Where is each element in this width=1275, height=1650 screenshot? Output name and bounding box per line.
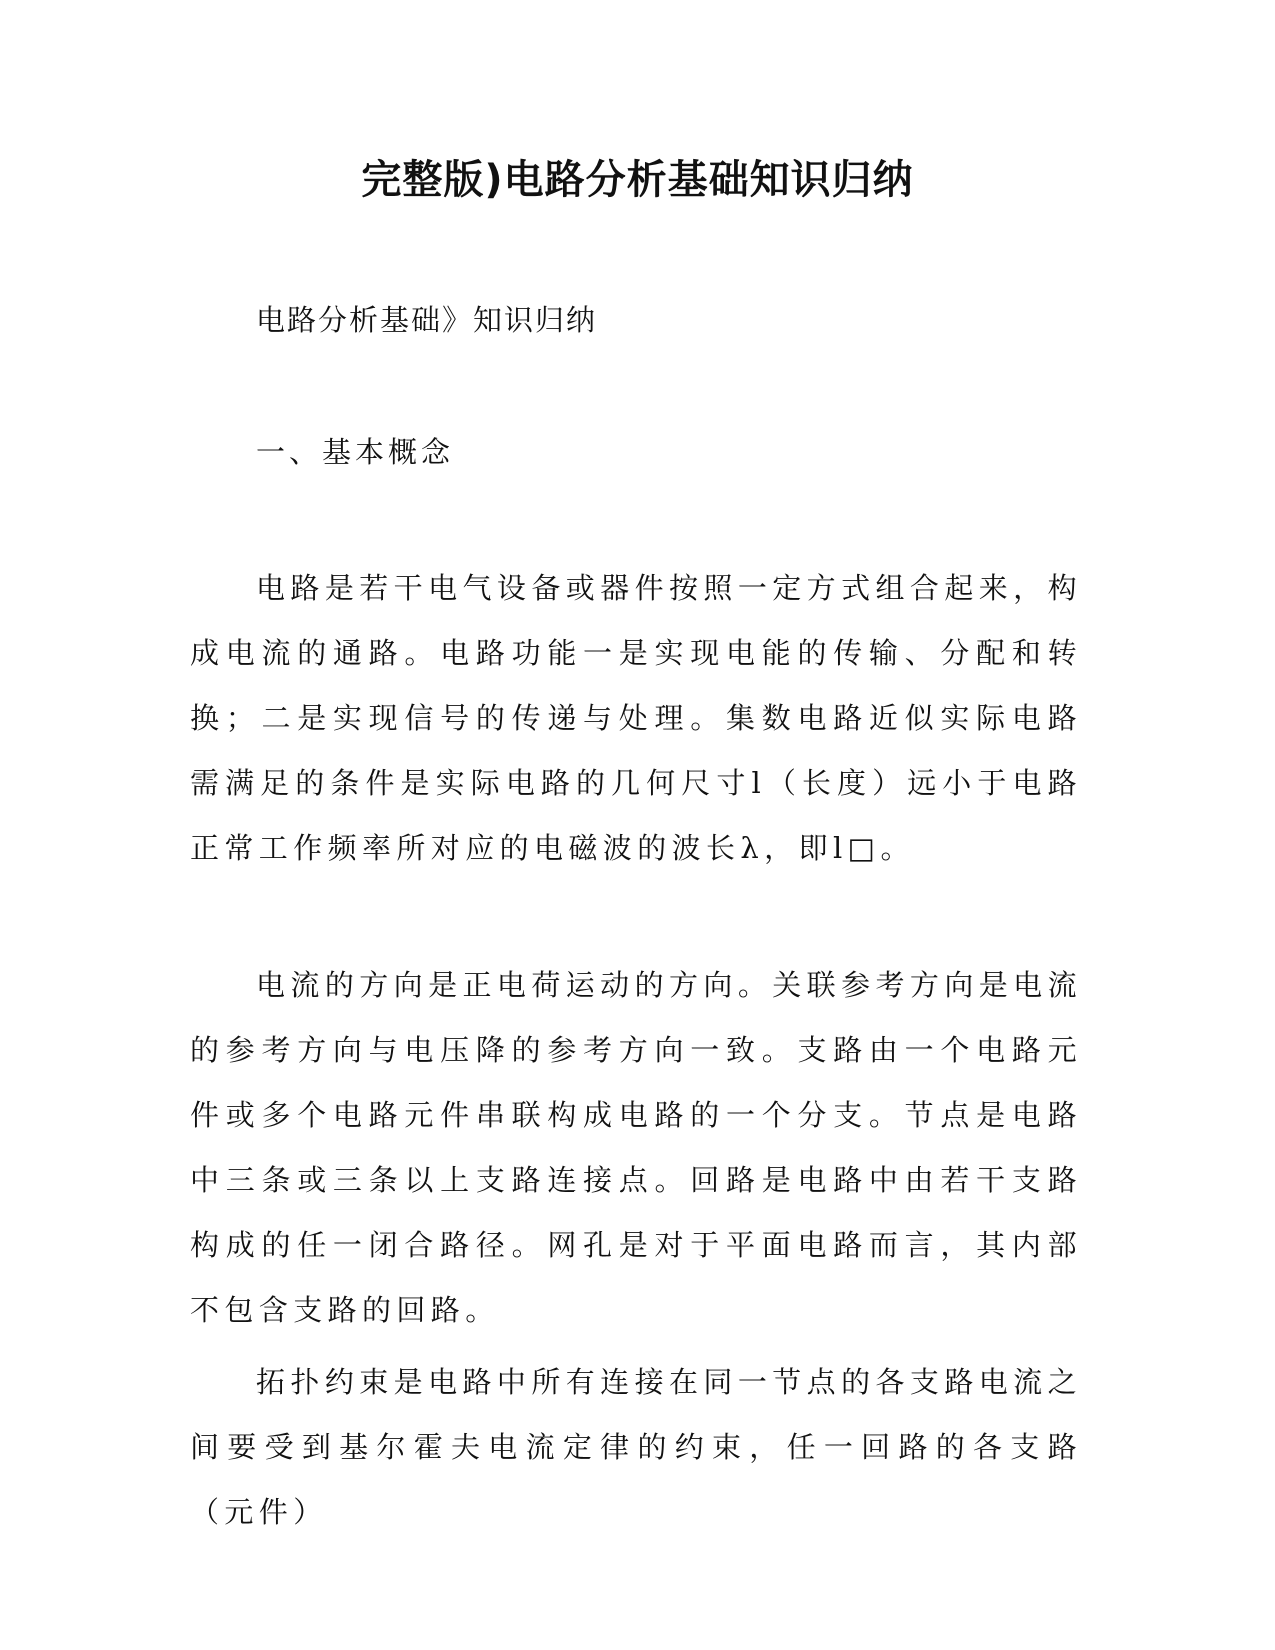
section-heading: 一、基本概念 [256,435,455,469]
paragraph-current-direction: 电流的方向是正电荷运动的方向。关联参考方向是电流的参考方向与电压降的参考方向一致。支路由一个电路元件或多个电路元件串联构成电路的一个分支。节点是电路中三条或三条以上支路连接点。回路是电路中由若干支路构成的任一闭合路径。网孔是对于平面电路而言，其内部不包含支路的回路。 [190,968,1082,1327]
document-title: 完整版)电路分析基础知识归纳 [361,157,914,203]
paragraph-circuit-definition: 电路是若干电气设备或器件按照一定方式组合起来，构成电流的通路。电路功能一是实现电能的传输、分配和转换；二是实现信号的传递与处理。集数电路近似实际电路需满足的条件是实际电路的几何尺寸l（长度）远小于电路正常工作频率所对应的电磁波的波长λ，即l□。 [190,571,1082,865]
document-subtitle: 电路分析基础》知识归纳 [256,303,598,337]
paragraph-topology-constraints: 拓扑约束是电路中所有连接在同一节点的各支路电流之间要受到基尔霍夫电流定律的约束，任一回路的各支路（元件） [190,1365,1082,1529]
